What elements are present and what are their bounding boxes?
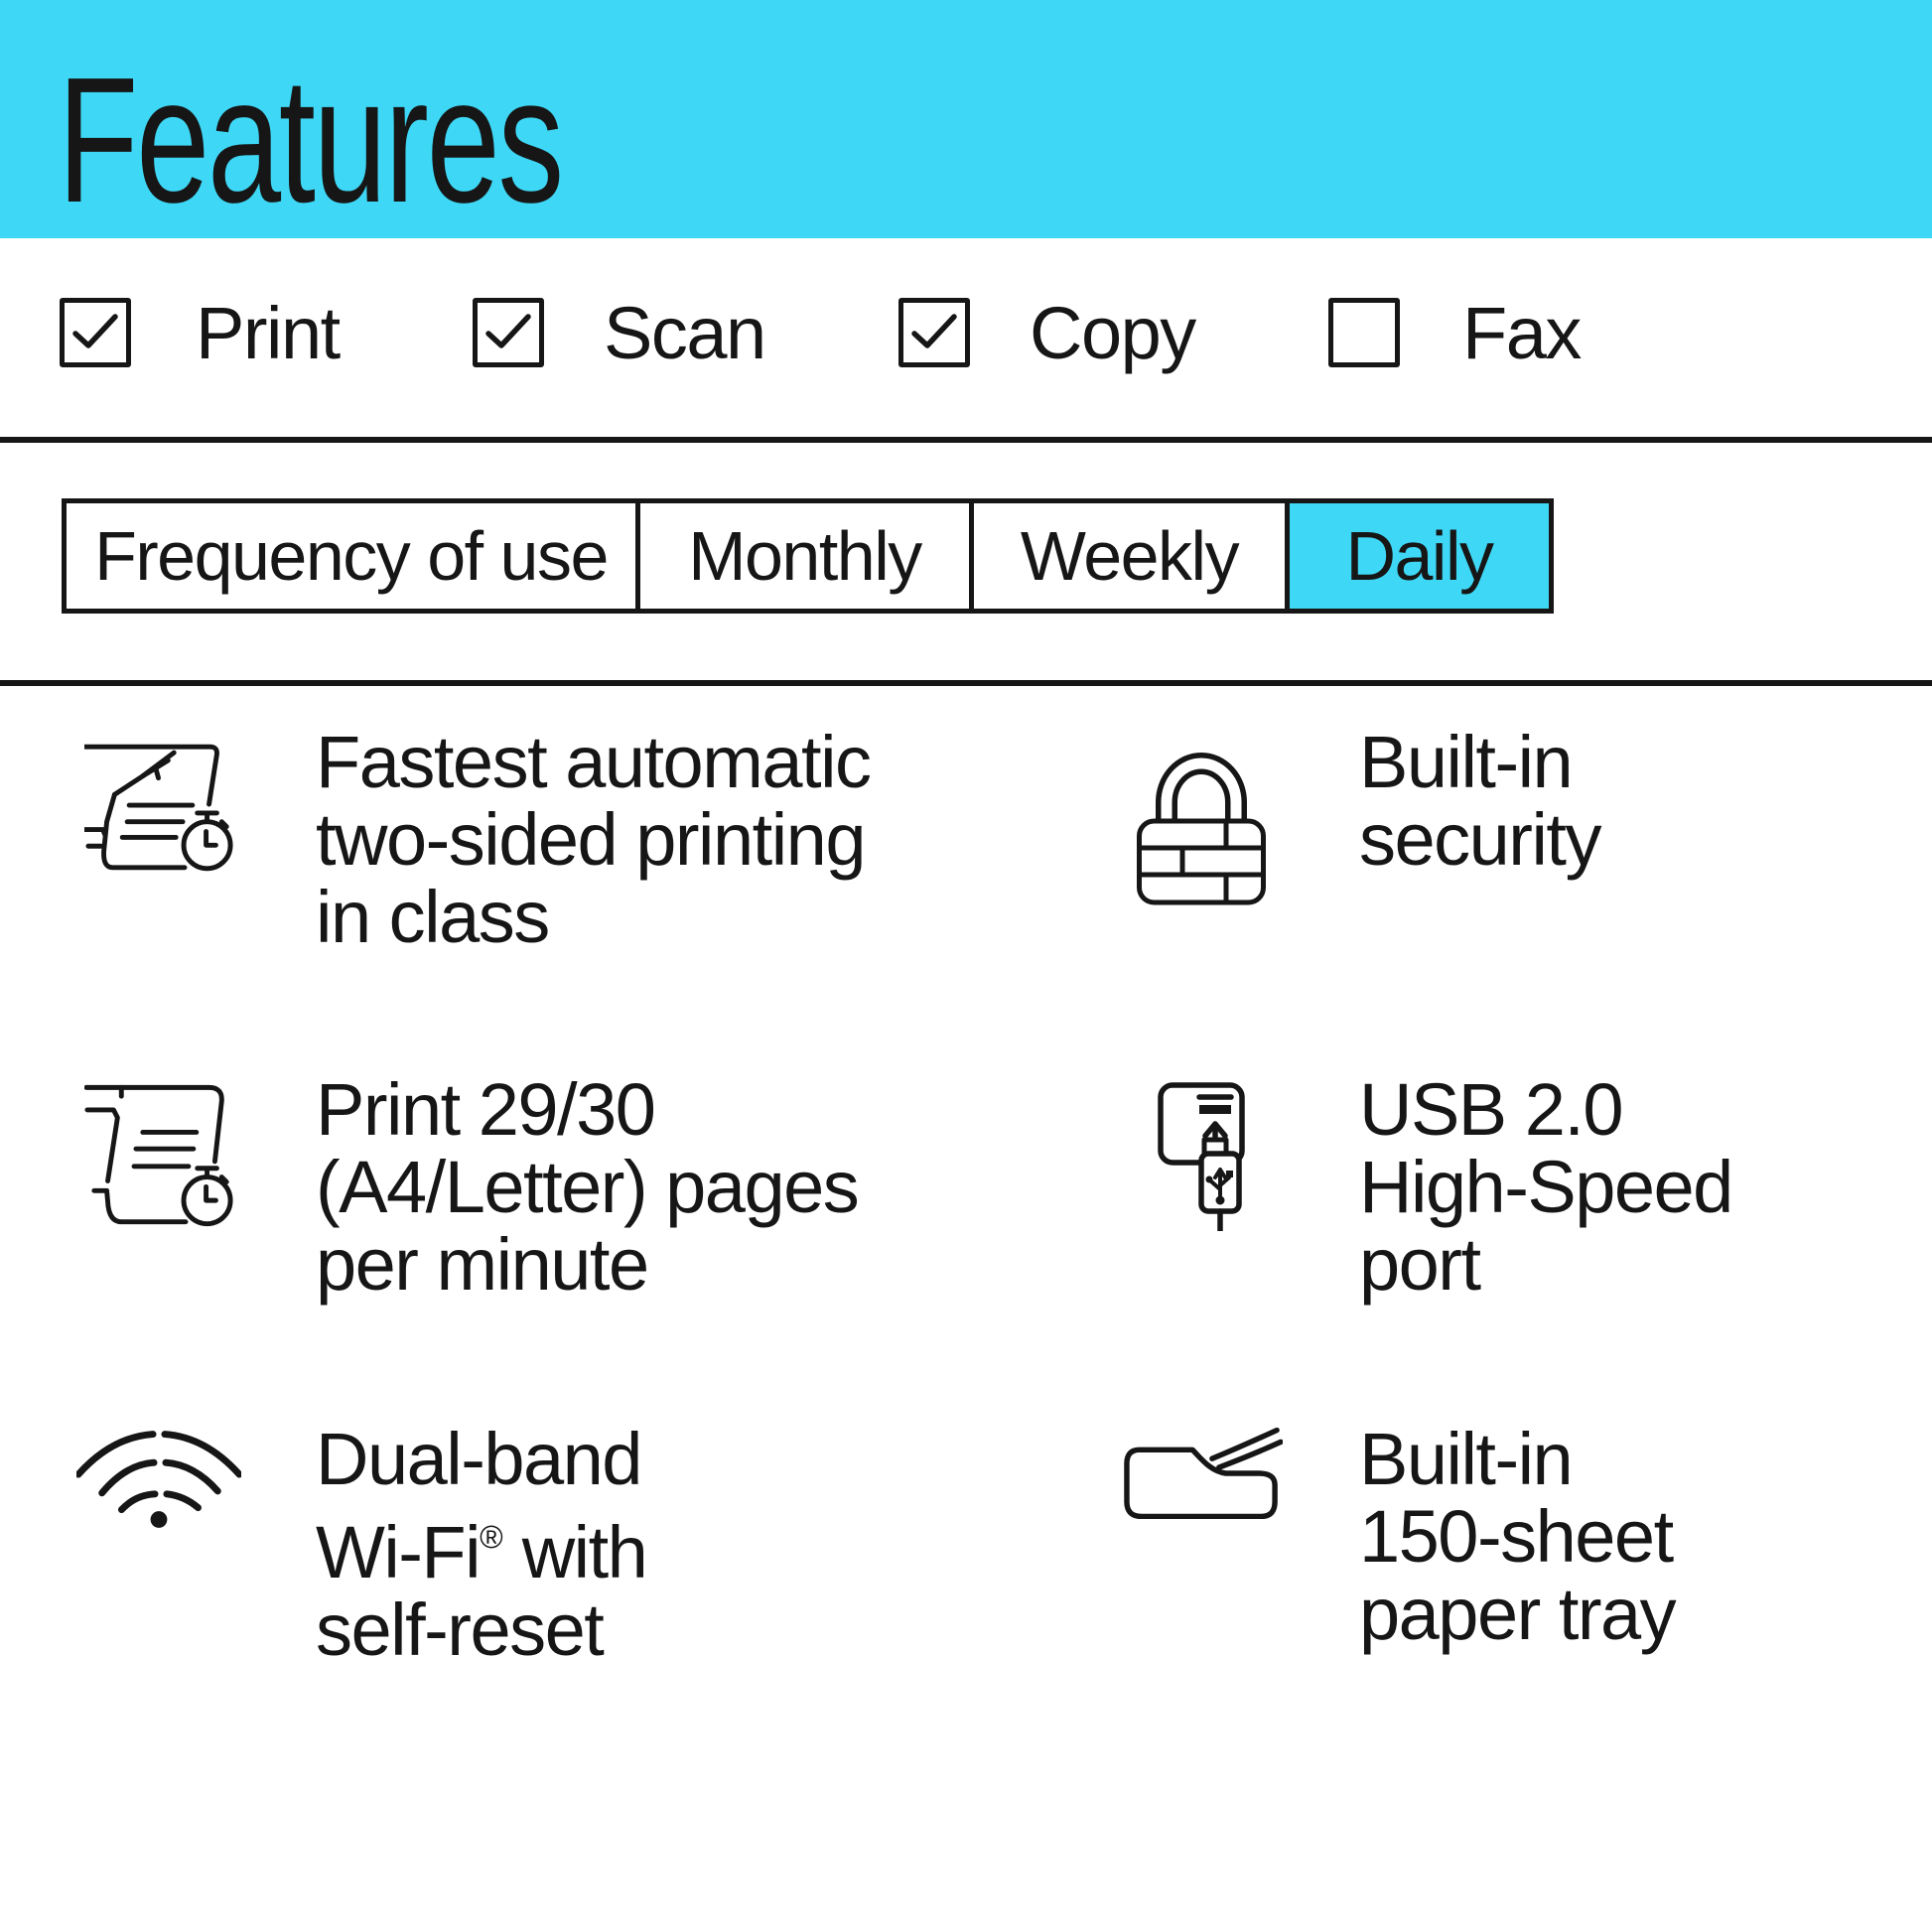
registered-mark: ® — [480, 1519, 503, 1555]
feature-line: Built-in — [1359, 721, 1573, 803]
checkbox-scan-label: Scan — [604, 292, 765, 374]
feature-line: self-reset — [316, 1588, 604, 1671]
frequency-header-cell: Frequency of use — [67, 503, 640, 609]
feature-line: in class — [316, 876, 549, 958]
print-speed-stopwatch-icon — [84, 1084, 235, 1228]
usb-port-icon — [1158, 1082, 1249, 1231]
feature-line: Print 29/30 — [316, 1068, 655, 1151]
feature-print-speed — [316, 1068, 859, 1306]
feature-line: Wi-Fi® with — [316, 1511, 647, 1593]
header-banner — [0, 0, 1932, 238]
feature-line: (A4/Letter) pages — [316, 1146, 859, 1228]
feature-line: paper tray — [1359, 1573, 1676, 1655]
two-sided-print-speed-icon — [84, 743, 235, 874]
divider — [0, 680, 1932, 686]
frequency-option-weekly[interactable]: Weekly — [974, 503, 1290, 609]
feature-line: 150-sheet — [1359, 1495, 1673, 1578]
feature-line: Built-in — [1359, 1418, 1573, 1500]
wifi-icon — [76, 1431, 241, 1530]
feature-dual-band-wifi — [316, 1418, 647, 1671]
checkbox-copy-label: Copy — [1030, 292, 1195, 374]
feature-line: High-Speed — [1359, 1146, 1732, 1228]
feature-line: two-sided printing — [316, 798, 865, 881]
feature-line: port — [1359, 1223, 1480, 1306]
feature-two-sided-printing — [316, 721, 871, 958]
checkbox-print-label: Print — [196, 292, 340, 374]
divider — [0, 437, 1932, 443]
feature-line: USB 2.0 — [1359, 1068, 1623, 1151]
feature-usb-port — [1359, 1068, 1732, 1306]
frequency-option-monthly[interactable]: Monthly — [640, 503, 974, 609]
check-icon — [483, 311, 533, 354]
paper-tray-icon — [1124, 1428, 1283, 1519]
checkbox-fax[interactable] — [1328, 298, 1400, 367]
checkbox-scan[interactable] — [473, 298, 544, 367]
checkbox-copy[interactable] — [898, 298, 970, 367]
security-lock-icon — [1137, 742, 1266, 905]
check-icon — [909, 311, 959, 354]
feature-line: security — [1359, 798, 1600, 881]
feature-line: per minute — [316, 1223, 648, 1306]
frequency-option-daily[interactable]: Daily — [1290, 503, 1549, 609]
page-title: Features — [58, 41, 562, 240]
checkbox-fax-label: Fax — [1462, 292, 1581, 374]
checkbox-print[interactable] — [60, 298, 131, 367]
feature-built-in-security — [1359, 721, 1600, 881]
frequency-table — [62, 498, 1554, 614]
check-icon — [70, 311, 120, 354]
feature-line: Fastest automatic — [316, 721, 871, 803]
feature-paper-tray — [1359, 1418, 1676, 1655]
feature-line: Dual-band — [316, 1418, 641, 1500]
